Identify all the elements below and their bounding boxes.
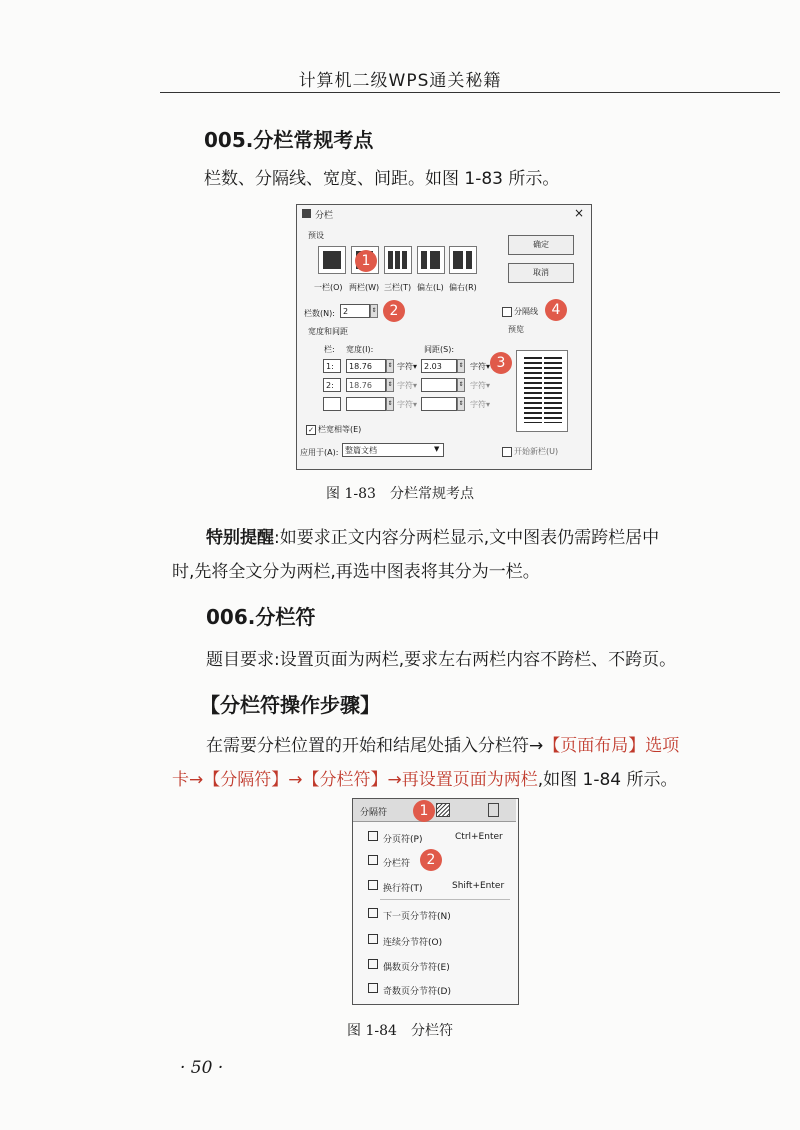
header-rule <box>160 92 780 93</box>
section-005-intro: 栏数、分隔线、宽度、间距。如图 1-83 所示。 <box>204 169 560 189</box>
width-input-3[interactable] <box>346 397 386 411</box>
columns-count-spinner[interactable]: ⇕ <box>370 304 378 318</box>
odd-page-section-icon <box>368 983 378 993</box>
spacing-input-2[interactable] <box>421 378 457 392</box>
page-icon <box>488 803 499 817</box>
step-line-1: 在需要分栏位置的开始和结尾处插入分栏符→【页面布局】选项 <box>206 736 680 756</box>
tip-label: 特别提醒 <box>206 528 274 548</box>
wps-app-icon <box>302 209 311 218</box>
preset-label-one: 一栏(O) <box>314 283 343 292</box>
menu-item-page-break[interactable]: 分页符(P) <box>383 835 423 845</box>
new-column-label: 开始新栏(U) <box>514 447 559 456</box>
figure-1-84-caption: 图 1-84 分栏符 <box>347 1023 453 1039</box>
columns-count-label: 栏数(N): <box>304 309 335 318</box>
line-between-checkbox[interactable] <box>502 307 512 317</box>
preset-left[interactable] <box>417 246 445 274</box>
spacing-input-1[interactable]: 2.03 <box>421 359 457 373</box>
cancel-button[interactable]: 取消 <box>508 263 574 283</box>
spacing-unit-2[interactable]: 字符▾ <box>470 381 491 390</box>
page-break-shortcut: Ctrl+Enter <box>455 832 503 842</box>
preset-three-columns[interactable] <box>384 246 412 274</box>
breaks-menu <box>352 798 519 1005</box>
columns-count-input[interactable]: 2 <box>340 304 370 318</box>
preset-right[interactable] <box>449 246 477 274</box>
width-spinner-3[interactable]: ⇕ <box>386 397 394 411</box>
section-006-requirement: 题目要求:设置页面为两栏,要求左右两栏内容不跨栏、不跨页。 <box>206 650 677 670</box>
col-number-3 <box>323 397 341 411</box>
hatch-icon <box>436 803 450 817</box>
callout-badge-2: 2 <box>383 300 405 322</box>
callout-badge-menu-2: 2 <box>420 849 442 871</box>
col-number-1: 1: <box>323 359 341 373</box>
figure-1-83-caption: 图 1-83 分栏常规考点 <box>326 486 474 502</box>
callout-badge-4: 4 <box>545 299 567 321</box>
width-spacing-label: 宽度和间距 <box>308 327 348 336</box>
col-header: 栏: <box>324 345 335 354</box>
breaks-toolbar-button[interactable]: 分隔符 <box>360 808 388 818</box>
continuous-section-icon <box>368 934 378 944</box>
width-input-1[interactable]: 18.76 <box>346 359 386 373</box>
spacing-spinner-2[interactable]: ⇕ <box>457 378 465 392</box>
layout-preview <box>516 350 568 432</box>
section-005-heading: 005.分栏常规考点 <box>204 128 374 152</box>
running-header: 计算机二级WPS通关秘籍 <box>298 71 502 91</box>
width-spinner-1[interactable]: ⇕ <box>386 359 394 373</box>
section-006-heading: 006.分栏符 <box>206 605 316 629</box>
width-unit-2[interactable]: 字符▾ <box>397 381 418 390</box>
menu-separator <box>380 899 510 900</box>
spacing-spinner-1[interactable]: ⇕ <box>457 359 465 373</box>
equal-width-label: 栏宽相等(E) <box>318 425 362 434</box>
close-icon[interactable]: × <box>574 206 585 220</box>
line-break-shortcut: Shift+Enter <box>452 881 505 891</box>
menu-item-next-page-section[interactable]: 下一页分节符(N) <box>383 912 451 922</box>
preset-label-left: 偏左(L) <box>417 283 444 292</box>
preset-label-right: 偏右(R) <box>449 283 477 292</box>
chevron-down-icon[interactable]: ▼ <box>434 445 440 453</box>
width-header: 宽度(I): <box>346 345 374 354</box>
preset-label-two: 两栏(W) <box>349 283 380 292</box>
spacing-header: 间距(S): <box>424 345 455 354</box>
width-unit-3[interactable]: 字符▾ <box>397 400 418 409</box>
spacing-spinner-3[interactable]: ⇕ <box>457 397 465 411</box>
ok-button[interactable]: 确定 <box>508 235 574 255</box>
menu-item-odd-page-section[interactable]: 奇数页分节符(D) <box>383 987 451 997</box>
dialog-titlebar <box>297 205 591 223</box>
spacing-input-3[interactable] <box>421 397 457 411</box>
col-number-2: 2: <box>323 378 341 392</box>
width-spinner-2[interactable]: ⇕ <box>386 378 394 392</box>
preview-label: 预览 <box>508 325 524 334</box>
column-break-icon <box>368 855 378 865</box>
equal-width-checkbox[interactable]: ✓ <box>306 425 316 435</box>
dialog-title: 分栏 <box>315 211 334 221</box>
page-number: · 50 · <box>180 1058 224 1078</box>
menu-item-even-page-section[interactable]: 偶数页分节符(E) <box>383 963 450 973</box>
spacing-unit-3[interactable]: 字符▾ <box>470 400 491 409</box>
step-line-2: 卡→【分隔符】→【分栏符】→再设置页面为两栏,如图 1-84 所示。 <box>172 770 678 790</box>
width-unit-1[interactable]: 字符▾ <box>397 362 418 371</box>
menu-item-continuous-section[interactable]: 连续分节符(O) <box>383 938 443 948</box>
menu-item-line-break[interactable]: 换行符(T) <box>383 884 423 894</box>
page-break-icon <box>368 831 378 841</box>
tip-line-2: 时,先将全文分为两栏,再选中图表将其分为一栏。 <box>172 562 540 582</box>
preset-label-three: 三栏(T) <box>384 283 412 292</box>
line-between-label: 分隔线 <box>514 307 538 316</box>
spacing-unit-1[interactable]: 字符▾ <box>470 362 491 371</box>
menu-item-column-break[interactable]: 分栏符 <box>383 859 411 869</box>
preset-one-column[interactable] <box>318 246 346 274</box>
new-column-checkbox[interactable] <box>502 447 512 457</box>
even-page-section-icon <box>368 959 378 969</box>
callout-badge-1: 1 <box>355 250 377 272</box>
line-break-icon <box>368 880 378 890</box>
width-input-2[interactable]: 18.76 <box>346 378 386 392</box>
next-page-section-icon <box>368 908 378 918</box>
callout-badge-menu-1: 1 <box>413 800 435 822</box>
callout-badge-3: 3 <box>490 352 512 374</box>
apply-to-select[interactable]: 整篇文档 <box>342 443 444 457</box>
steps-heading: 【分栏符操作步骤】 <box>200 693 380 717</box>
apply-to-label: 应用于(A): <box>300 448 339 457</box>
tip-line-1: 特别提醒:如要求正文内容分两栏显示,文中图表仍需跨栏居中 <box>206 528 660 548</box>
presets-label: 预设 <box>308 231 324 240</box>
